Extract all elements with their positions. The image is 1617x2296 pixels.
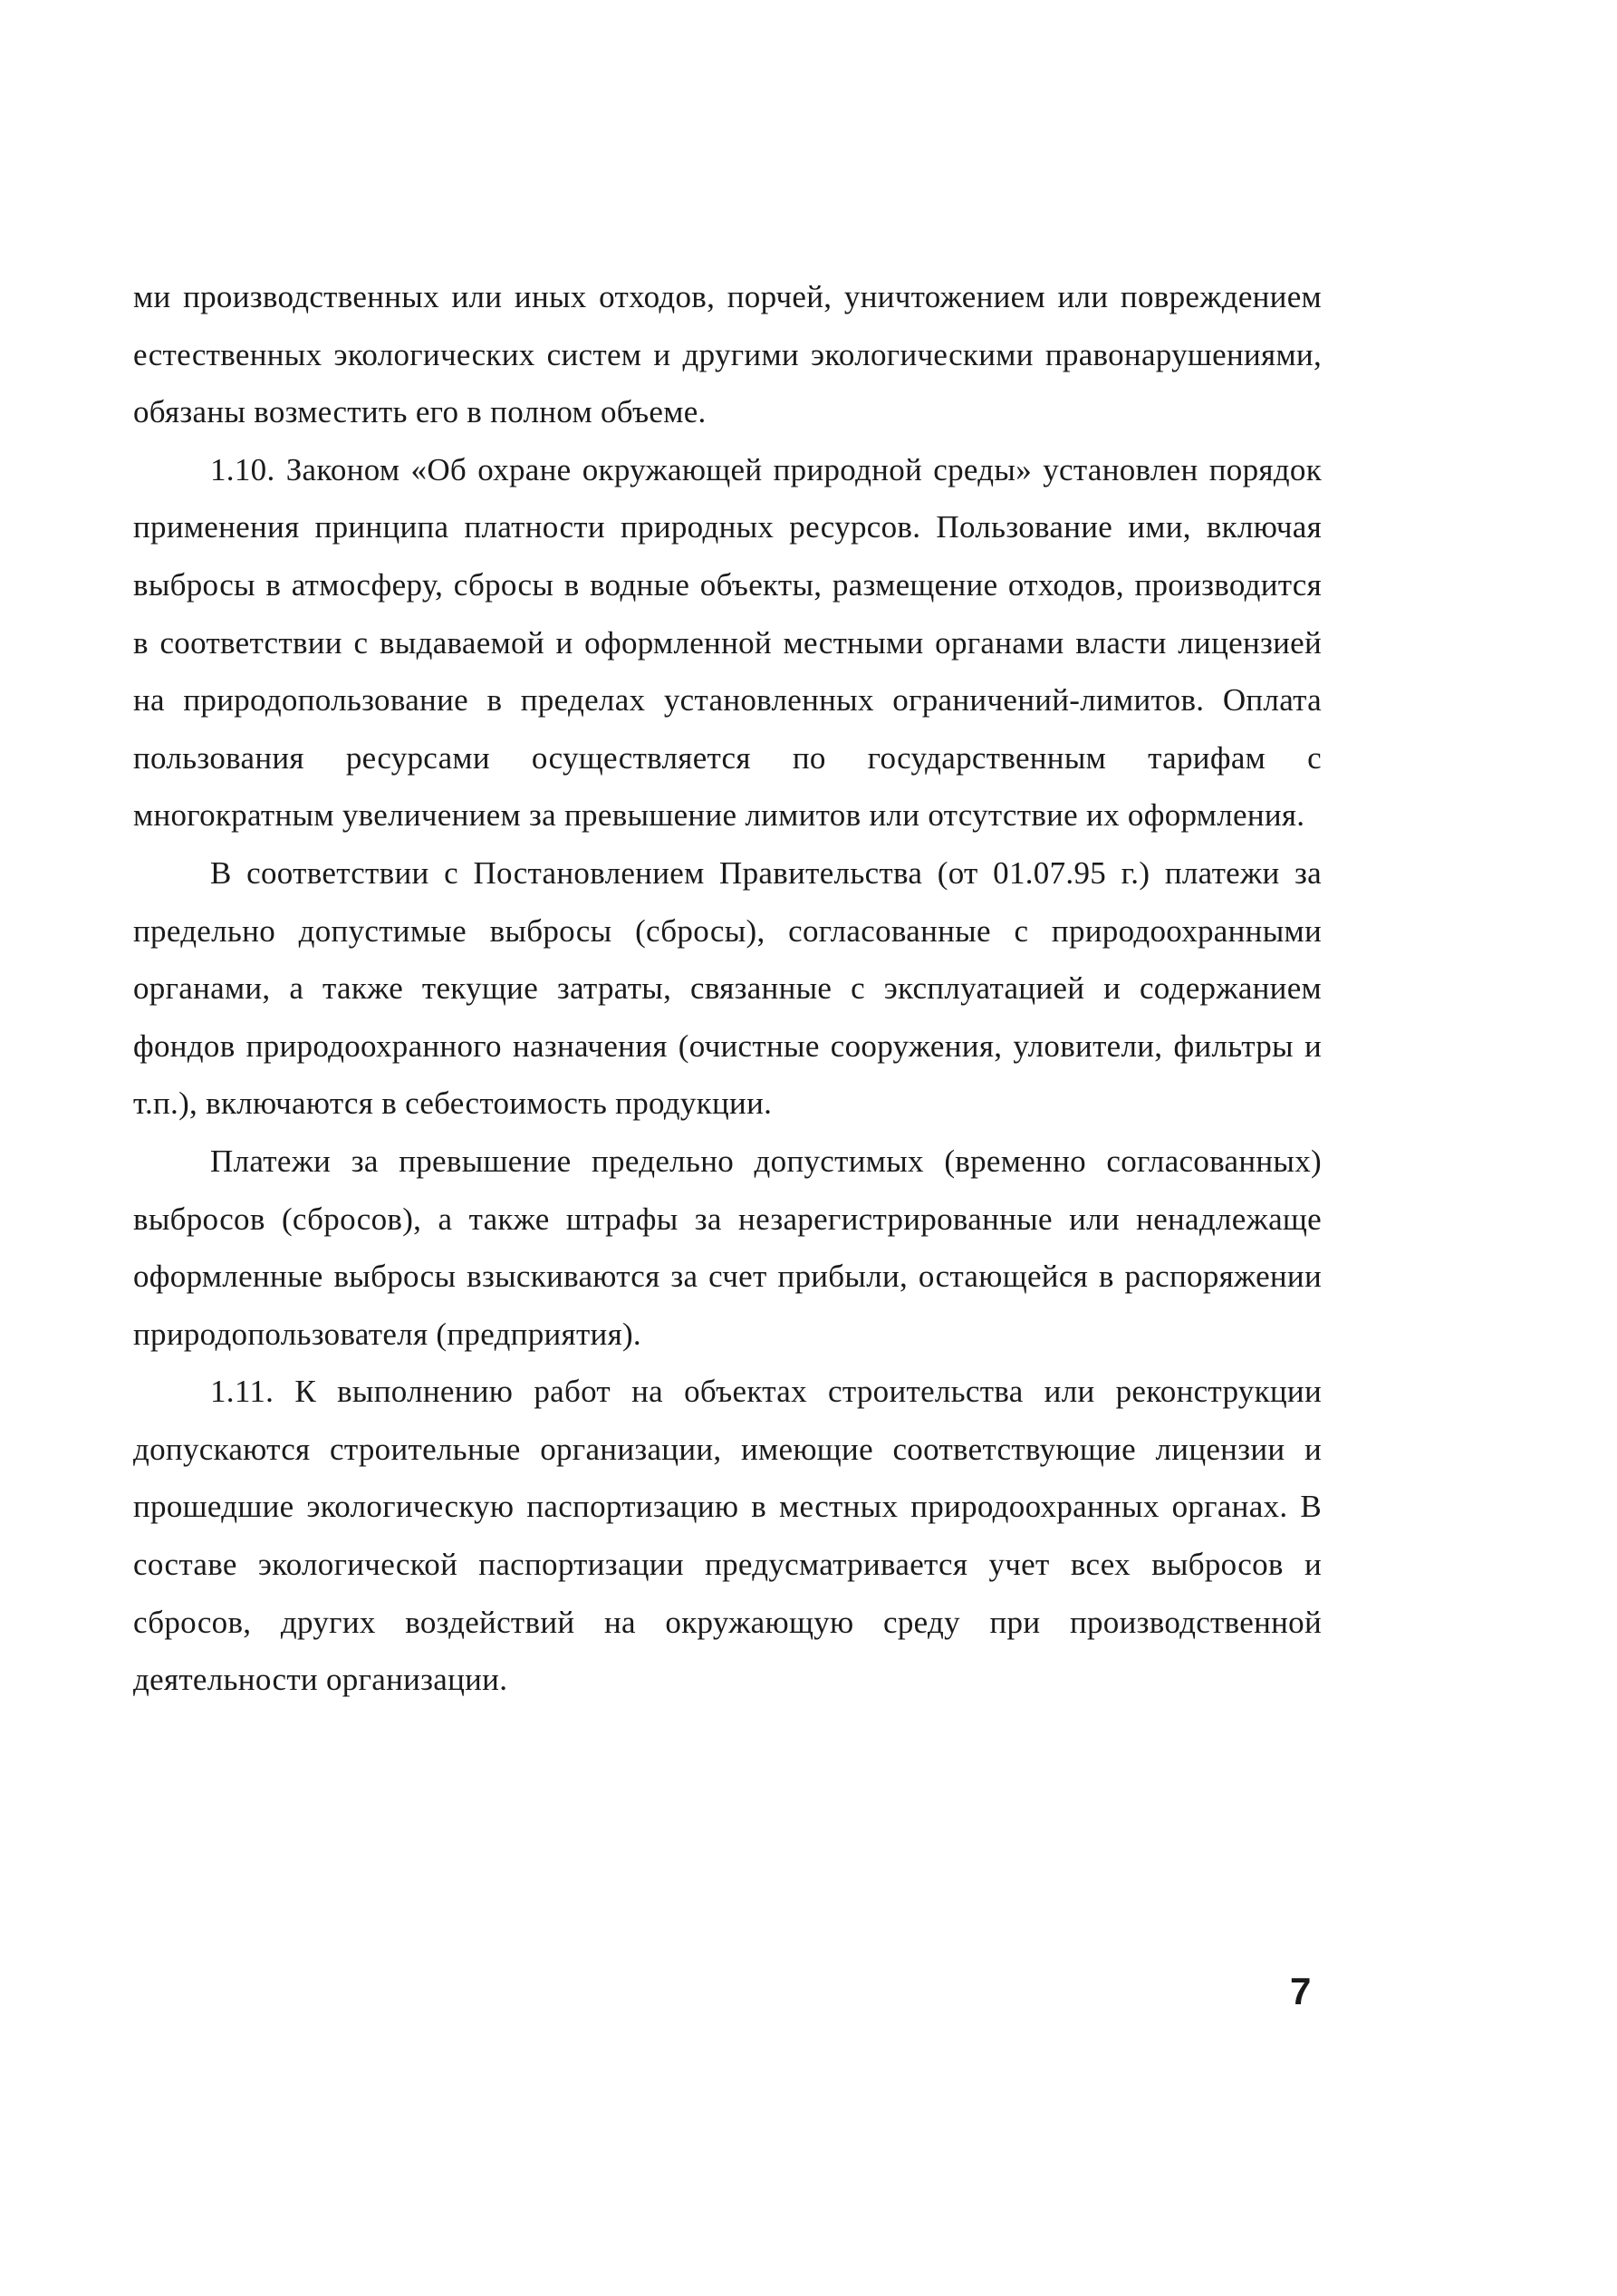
paragraph-resolution: В соответствии с Постановлением Правительства (от 01.07.95 г.) платежи за предельно допустимые выбросы (сбросы), согласованные с природоохранными органами, а также текущие затраты, связанные с эксплуатацией и содержанием фондов природоохранного назначения (очистные сооружения, уловители, фильтры и т.п.), включаются в себестоимость продукции. [133,854,1322,1122]
paragraph-1-11: 1.11. К выполнению работ на объектах строительства или реконструкции допускаются строительные организации, имеющие соответствующие лицензии и прошедшие экологическую паспортизацию в местных природоохранных органах. В составе экологической паспортизации предусматривается учет всех выбросов и сбросов, других воздействий на окружающую среду при производственной деятельности организации. [133,1374,1322,1698]
paragraph-continuation: ми производственных или иных отходов, порчей, уничтожением или повреждением естественных экологических систем и другими экологическими правонарушениями, обязаны возместить его в полном объеме. [133,279,1322,430]
body-text [133,268,1322,1709]
paragraph-1-10: 1.10. Законом «Об охране окружающей природной среды» установлен порядок применения принципа платности природных ресурсов. Пользование ими, включая выбросы в атмосферу, сбросы в водные объекты, размещение отходов, производится в соответствии с выдаваемой и оформленной местными органами власти лицензией на природопользование в пределах установленных ограничений-лимитов. Оплата пользования ресурсами осуществляется по государственным тарифам с многократным увеличением за превышение лимитов или отсутствие их оформления. [133,451,1322,834]
paragraph-penalties: Платежи за превышение предельно допустимых (временно согласованных) выбросов (сбросов), а также штрафы за незарегистрированные или ненадлежаще оформленные выбросы взыскиваются за счет прибыли, остающейся в распоряжении природопользователя (предприятия). [133,1143,1322,1352]
page-number: 7 [1290,1970,1312,2012]
